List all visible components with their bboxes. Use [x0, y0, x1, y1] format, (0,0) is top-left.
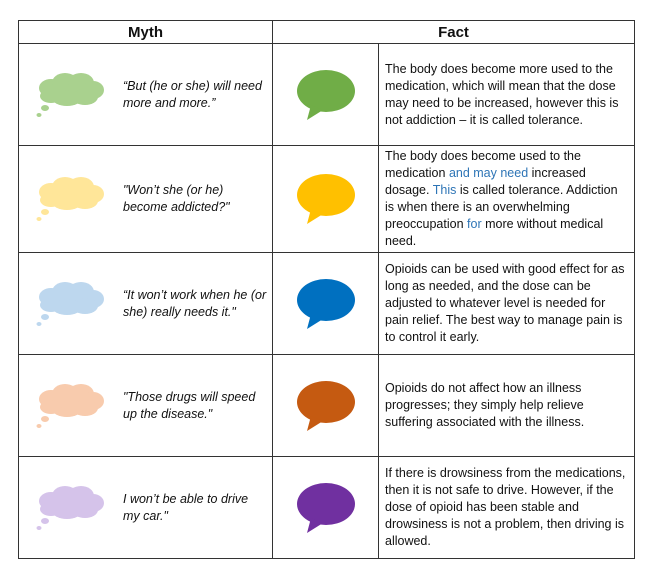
- table-row: [19, 253, 635, 355]
- fact-text-segment: If there is drowsiness from the medications, then it is not safe to drive. However, if the dose of opioid has been stable and drowsiness is not a problem, then driving is allowed.: [385, 466, 626, 548]
- myth-text: "Those drugs will speed up the disease.": [123, 389, 256, 421]
- myth-fact-table: [18, 20, 635, 559]
- fact-text: [379, 259, 634, 348]
- bubble-cell: [273, 253, 379, 355]
- bubble-cell: [273, 44, 379, 146]
- bubble-cell: [273, 457, 379, 559]
- fact-text-segment: The body does become more used to the medication, which will mean that the dose may need to be increased, however this is not addiction – it is called tolerance.: [385, 61, 619, 127]
- thought-cloud-icon: [33, 174, 107, 224]
- fact-text-segment: The body does become used to the medication: [385, 149, 581, 180]
- fact-text-segment: Opioids do not affect how an illness progresses; they simply help relieve suffering associated with the illness.: [385, 381, 585, 429]
- thought-cloud-icon: [33, 381, 107, 431]
- fact-text-segment: increased dosage.: [385, 166, 586, 197]
- myth-cell: [19, 146, 273, 253]
- thought-cloud-icon: [33, 279, 107, 329]
- fact-cell: [379, 146, 635, 253]
- fact-cell: [379, 355, 635, 457]
- thought-cloud-icon: [33, 70, 107, 120]
- fact-header: Fact: [273, 21, 635, 44]
- myth-cell: [19, 457, 273, 559]
- table-row: [19, 355, 635, 457]
- speech-bubble-icon: [295, 278, 357, 330]
- myth-text: "Won’t she (or he) become addicted?": [123, 183, 230, 214]
- table-row: [19, 44, 635, 146]
- highlighted-text: for: [467, 217, 482, 231]
- speech-bubble-icon: [295, 69, 357, 121]
- thought-cloud-icon: [33, 483, 107, 533]
- fact-text: [379, 378, 634, 433]
- fact-text: [379, 59, 634, 131]
- fact-text: [379, 463, 634, 552]
- highlighted-text: This: [432, 183, 457, 197]
- myth-cell: [19, 355, 273, 457]
- fact-cell: [379, 457, 635, 559]
- table-row: [19, 146, 635, 253]
- highlighted-text: and may need: [448, 166, 529, 180]
- myth-text: “But (he or she) will need more and more.”: [123, 78, 262, 110]
- fact-text-segment: is called tolerance. Addiction is when there is an overwhelming preoccupation: [385, 183, 618, 231]
- bubble-cell: [273, 146, 379, 253]
- fact-text-segment: Opioids can be used with good effect for as long as needed, and the dose can be adjusted to whatever level is needed for pain relief. The best way to manage pain is to control it early.: [385, 262, 625, 344]
- myth-cell: [19, 253, 273, 355]
- myth-text: I won’t be able to drive my car.": [123, 491, 249, 523]
- speech-bubble-icon: [295, 482, 357, 534]
- myth-header: Myth: [19, 21, 273, 44]
- speech-bubble-icon: [295, 380, 357, 432]
- bubble-cell: [273, 355, 379, 457]
- table-row: [19, 457, 635, 559]
- fact-text: [379, 146, 634, 252]
- fact-text-segment: more without medical need.: [385, 217, 604, 248]
- fact-cell: [379, 44, 635, 146]
- fact-cell: [379, 253, 635, 355]
- speech-bubble-icon: [295, 173, 357, 225]
- myth-cell: [19, 44, 273, 146]
- myth-text: “It won’t work when he (or she) really needs it.": [123, 287, 267, 319]
